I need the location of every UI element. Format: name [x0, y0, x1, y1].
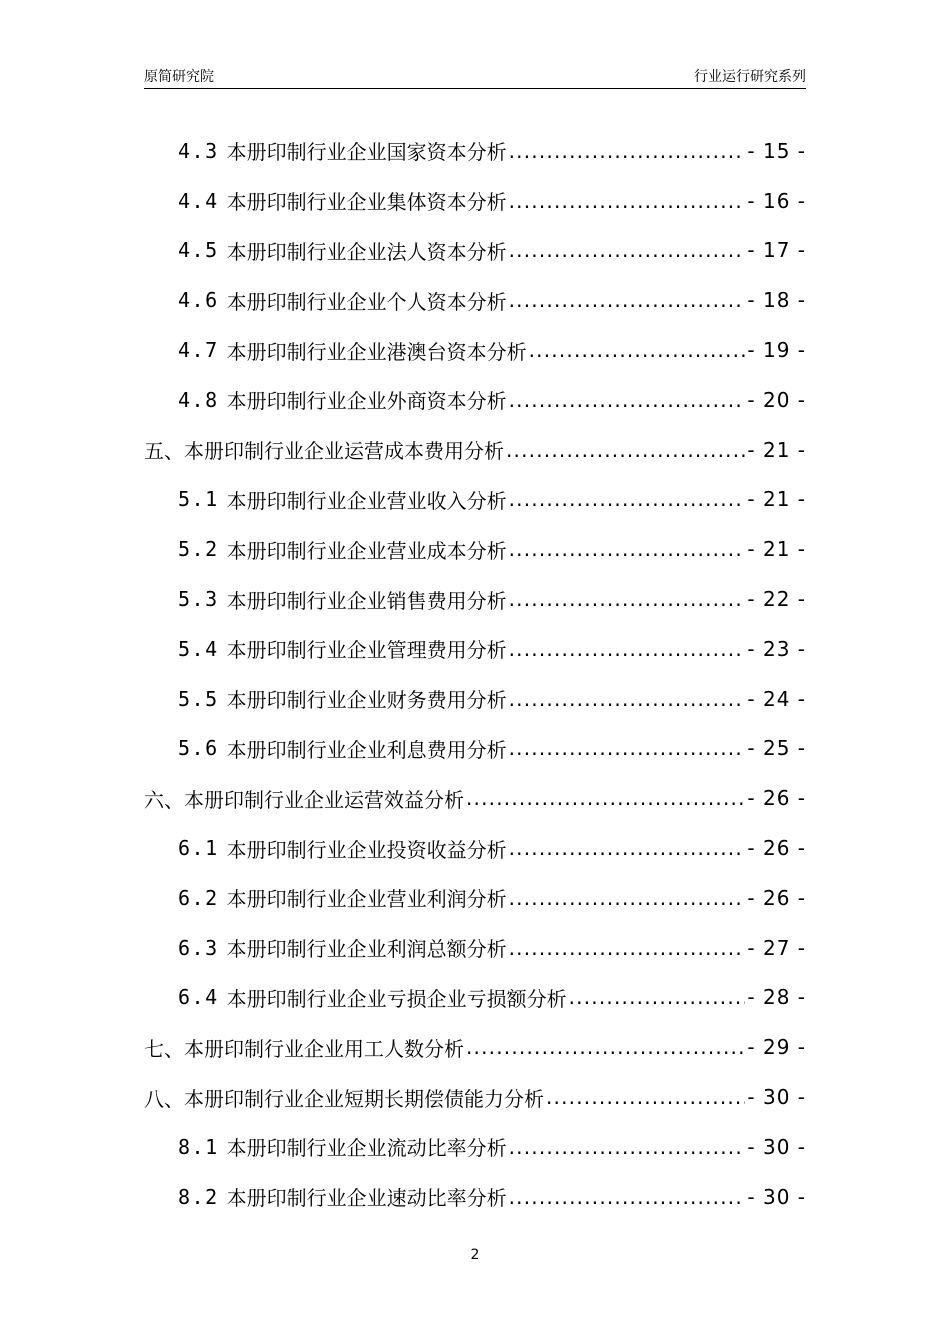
- toc-leader-dots: [509, 189, 746, 213]
- toc-leader-dots: [509, 936, 746, 960]
- toc-leader-dots: [529, 338, 746, 362]
- toc-entry-page: - 21 -: [747, 537, 806, 562]
- toc-entry[interactable]: [144, 773, 806, 823]
- toc-leader-dots: [509, 836, 746, 860]
- toc-entry-title: 本册印制行业企业管理费用分析: [226, 638, 507, 663]
- toc-entry-title: 本册印制行业企业营业收入分析: [226, 488, 507, 513]
- toc-entry[interactable]: [144, 1122, 806, 1172]
- toc-entry-number: 8.1: [178, 1134, 219, 1159]
- toc-entry[interactable]: [144, 425, 806, 475]
- toc-entry-title: 本册印制行业企业国家资本分析: [226, 140, 507, 165]
- toc-entry[interactable]: [144, 475, 806, 525]
- toc-entry-title: 五、本册印制行业企业运营成本费用分析: [144, 439, 504, 464]
- toc-leader-dots: [509, 139, 746, 163]
- toc-entry-title: 本册印制行业企业集体资本分析: [226, 190, 507, 215]
- toc-entry-title: 本册印制行业企业外商资本分析: [226, 389, 507, 414]
- toc-entry-page: - 30 -: [747, 1085, 806, 1110]
- toc-leader-dots: [509, 1185, 746, 1209]
- toc-entry-title: 七、本册印制行业企业用工人数分析: [144, 1036, 464, 1061]
- toc-leader-dots: [509, 487, 746, 511]
- toc-leader-dots: [509, 238, 746, 262]
- toc-entry-page: - 29 -: [747, 1035, 806, 1060]
- toc-entry-title: 本册印制行业企业财务费用分析: [226, 688, 507, 713]
- toc-entry-number: 8.2: [178, 1184, 219, 1209]
- header-divider: [144, 88, 806, 89]
- toc-leader-dots: [509, 1135, 746, 1159]
- header-organization: 原简研究院: [144, 69, 214, 85]
- toc-entry-title: 六、本册印制行业企业运营效益分析: [144, 787, 464, 812]
- toc-entry-number: 4.3: [178, 138, 219, 163]
- toc-entry-number: 4.7: [178, 338, 219, 363]
- toc-entry-page: - 30 -: [747, 1184, 806, 1209]
- toc-entry-title: 本册印制行业企业港澳台资本分析: [226, 339, 527, 364]
- toc-entry[interactable]: [144, 923, 806, 973]
- toc-entry-page: - 21 -: [747, 487, 806, 512]
- toc-entry-number: 4.8: [178, 387, 219, 412]
- toc-entry-number: 5.3: [178, 587, 219, 612]
- toc-leader-dots: [546, 1085, 745, 1109]
- toc-entry-page: - 19 -: [747, 338, 806, 363]
- toc-entry-title: 本册印制行业企业销售费用分析: [226, 588, 507, 613]
- toc-entry-page: - 17 -: [747, 238, 806, 263]
- toc-leader-dots: [509, 736, 746, 760]
- toc-entry[interactable]: [144, 176, 806, 226]
- table-of-contents: [144, 126, 806, 1222]
- toc-entry-page: - 23 -: [747, 636, 806, 661]
- toc-leader-dots: [506, 438, 745, 462]
- toc-entry[interactable]: [144, 624, 806, 674]
- toc-entry-title: 本册印制行业企业个人资本分析: [226, 289, 507, 314]
- toc-entry-title: 本册印制行业企业营业成本分析: [226, 538, 507, 563]
- toc-leader-dots: [509, 687, 746, 711]
- toc-entry-page: - 20 -: [747, 387, 806, 412]
- toc-leader-dots: [466, 786, 745, 810]
- toc-leader-dots: [509, 587, 746, 611]
- toc-entry-page: - 27 -: [747, 935, 806, 960]
- toc-entry-page: - 26 -: [747, 885, 806, 910]
- toc-entry-page: - 28 -: [747, 985, 806, 1010]
- toc-entry-page: - 26 -: [747, 836, 806, 861]
- toc-entry-title: 本册印制行业企业法人资本分析: [226, 239, 507, 264]
- toc-leader-dots: [509, 537, 746, 561]
- toc-entry-page: - 26 -: [747, 786, 806, 811]
- toc-entry-title: 本册印制行业企业投资收益分析: [226, 837, 507, 862]
- toc-entry-title: 本册印制行业企业利润总额分析: [226, 937, 507, 962]
- toc-entry-page: - 16 -: [747, 188, 806, 213]
- toc-entry-title: 本册印制行业企业亏损企业亏损额分析: [226, 986, 567, 1011]
- toc-entry-number: 4.4: [178, 188, 219, 213]
- toc-entry[interactable]: [144, 973, 806, 1023]
- toc-leader-dots: [509, 388, 746, 412]
- toc-entry[interactable]: [144, 275, 806, 325]
- toc-entry-title: 本册印制行业企业流动比率分析: [226, 1136, 507, 1161]
- toc-leader-dots: [509, 637, 746, 661]
- toc-entry-number: 6.2: [178, 885, 219, 910]
- toc-entry-title: 本册印制行业企业利息费用分析: [226, 737, 507, 762]
- toc-entry[interactable]: [144, 574, 806, 624]
- toc-entry[interactable]: [144, 1072, 806, 1122]
- toc-entry-page: - 30 -: [747, 1134, 806, 1159]
- toc-entry-number: 5.5: [178, 686, 219, 711]
- toc-entry[interactable]: [144, 873, 806, 923]
- page-number: 2: [470, 1247, 480, 1263]
- toc-entry[interactable]: [144, 524, 806, 574]
- toc-entry-number: 5.6: [178, 736, 219, 761]
- toc-entry[interactable]: [144, 226, 806, 276]
- toc-entry-number: 4.5: [178, 238, 219, 263]
- toc-entry-page: - 24 -: [747, 686, 806, 711]
- toc-entry[interactable]: [144, 375, 806, 425]
- header-series-title: 行业运行研究系列: [694, 69, 806, 85]
- toc-entry-page: - 25 -: [747, 736, 806, 761]
- toc-entry[interactable]: [144, 325, 806, 375]
- toc-leader-dots: [509, 288, 746, 312]
- toc-entry-title: 八、本册印制行业企业短期长期偿债能力分析: [144, 1086, 544, 1111]
- toc-entry-page: - 21 -: [747, 437, 806, 462]
- toc-entry-page: - 22 -: [747, 587, 806, 612]
- toc-entry-title: 本册印制行业企业速动比率分析: [226, 1186, 507, 1211]
- toc-entry-number: 6.1: [178, 836, 219, 861]
- toc-entry-number: 5.4: [178, 636, 219, 661]
- toc-entry-number: 5.1: [178, 487, 219, 512]
- toc-entry-page: - 15 -: [747, 138, 806, 163]
- toc-entry[interactable]: [144, 126, 806, 176]
- toc-entry[interactable]: [144, 1022, 806, 1072]
- toc-entry[interactable]: [144, 823, 806, 873]
- toc-entry[interactable]: [144, 1172, 806, 1222]
- toc-entry[interactable]: [144, 674, 806, 724]
- toc-entry-number: 5.2: [178, 537, 219, 562]
- toc-entry-title: 本册印制行业企业营业利润分析: [226, 887, 507, 912]
- toc-entry-page: - 18 -: [747, 288, 806, 313]
- toc-entry-number: 6.3: [178, 935, 219, 960]
- toc-entry[interactable]: [144, 724, 806, 774]
- toc-entry-number: 6.4: [178, 985, 219, 1010]
- toc-entry-number: 4.6: [178, 288, 219, 313]
- toc-leader-dots: [509, 886, 746, 910]
- toc-leader-dots: [466, 1035, 745, 1059]
- toc-leader-dots: [569, 985, 746, 1009]
